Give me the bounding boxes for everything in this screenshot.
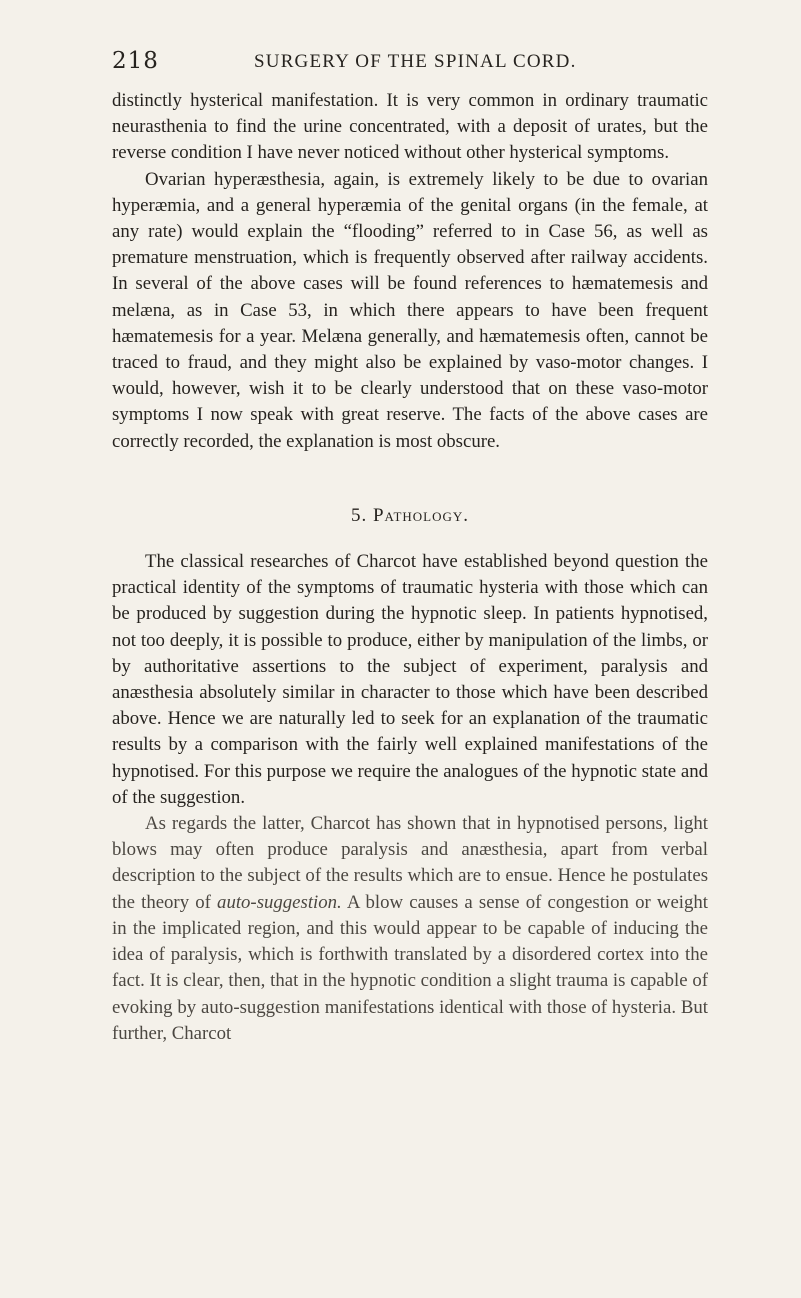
paragraph-text-part-2: A blow causes a sense of congestion or weight in the implicated region, and this would appear to be capable of inducing the idea of paralysis, which is forthwith translated by a disordered cortex into the fact. It is clear, then, that in the hypnotic condition a slight trauma is capable of evoking by auto-suggestion manifestations identical with those of hysteria. But further, Charcot (112, 891, 709, 1044)
running-head (112, 48, 711, 78)
page-number: 218 (112, 48, 159, 74)
paragraph-charcot-researches: The classical researches of Charcot have established beyond question the practical identity of the symptoms of traumatic hysteria with those which can be produced by suggestion during the hypnotic sleep. In patients hypnotised, not too deeply, it is possible to produce, either by manipulation of the limbs, or by authoritative assertions to the subject of experiment, paralysis and anæsthesia absolutely similar in character to those which have been described above. Hence we are naturally led to seek for an explanation of the traumatic results by a comparison with the fairly well explained manifestations of the hypnotised. For this purpose we require the analogues of the hypnotic state and of the suggestion. (112, 551, 708, 808)
paragraph-ovarian-hyperaesthesia: Ovarian hyperæsthesia, again, is extremely likely to be due to ovarian hyperæmia, and a general hyperæmia of the genital organs (in the female, at any rate) would explain the “flooding” referred to in Case 56, as well as premature menstruation, which is frequently observed after railway accidents. In several of the above cases will be found references to hæmatemesis and melæna, as in Case 53, in which there appears to have been frequent hæmatemesis for a year. Melæna generally, and hæmatemesis often, cannot be traced to fraud, and they might also be explained by vaso-motor changes. I would, however, wish it to be clearly understood that on these vaso-motor symptoms I now speak with great reserve. The facts of the above cases are correctly recorded, the explanation is most obscure. (112, 168, 708, 452)
body-text (112, 88, 708, 1047)
paragraph-continued: distinctly hysterical manifestation. It is very common in ordinary traumatic neurasthenia to find the urine concentrated, with a deposit of urates, but the reverse condition I have never noticed without other hysterical symptoms. (112, 90, 708, 164)
running-title: SURGERY OF THE SPINAL CORD. (254, 51, 577, 72)
section-heading-pathology: 5. Pathology. (350, 504, 470, 526)
paragraph-text-part-1: As regards the latter, Charcot has shown that in hypnotised persons, light blows may often produce paralysis and anæsthesia, apart from verbal description to the subject of the results which are to ensue. Hence he postulates the theory of (112, 813, 708, 913)
paragraph-auto-suggestion (112, 811, 708, 1047)
italic-term-auto-suggestion: auto-suggestion. (217, 891, 342, 913)
